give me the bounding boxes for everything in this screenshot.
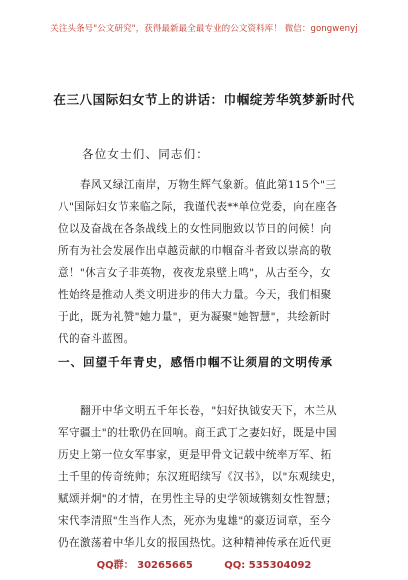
text-line: 土千里的传奇统帅；东汉班昭续写《汉书》，以"东观续史， — [58, 471, 343, 483]
header-banner: 关注头条号"公文研究"，获得最新最全最专业的公文资料库！ 微信：gongwenyj — [50, 24, 358, 34]
text-line: 性始终是推动人类文明进步的伟大力量。今天，我们相聚 — [58, 289, 332, 301]
text-line: 于此，既为礼赞"她力量"，更为凝聚"她智慧"，共绘新时 — [58, 311, 331, 323]
text-line: 宋代李清照"生当作人杰，死亦为鬼雄"的豪迈词章，至今 — [58, 515, 332, 527]
footer-qq-number: QQ: 535304092 — [224, 560, 312, 571]
text-line: 仍在激荡着中华儿女的报国热忱。这种精神传承在近代更 — [58, 537, 332, 549]
paragraph-history — [58, 400, 358, 554]
text-line: 历史上第一位女军事家，更是甲骨文记载中统率万军、拓 — [58, 449, 332, 461]
document-title: 在三八国际妇女节上的讲话：巾帼绽芳华筑梦新时代 — [53, 92, 355, 107]
text-line: 翻开中华文明五千年长卷，"妇好执钺安天下，木兰从 — [80, 405, 337, 417]
text-line: 所有为社会发展作出卓越贡献的巾帼奋斗者致以崇高的敬 — [58, 245, 332, 257]
paragraph-intro — [58, 174, 358, 350]
text-line: 春风又绿江南岸，万物生辉气象新。值此第115个"三 — [80, 179, 337, 191]
text-line: 赋颂并炯"的才情，在男性主导的史学领域镌刻女性智慧； — [58, 493, 337, 505]
text-line: 位以及奋战在各条战线上的女性同胞致以节日的问候！向 — [58, 223, 332, 235]
footer-qq-group: QQ群： 30265665 — [96, 560, 193, 571]
salutation: 各位女士们、同志们： — [82, 147, 209, 161]
text-line: 意！"休言女子非英物，夜夜龙泉壁上鸣"，从古至今，女 — [58, 267, 332, 279]
footer-contact — [0, 556, 408, 571]
text-line: 八"国际妇女节来临之际，我谨代表**单位党委，向在座各 — [58, 201, 338, 213]
section-heading: 一、回望千年青史，感悟巾帼不让须眉的文明传承 — [58, 355, 333, 369]
text-line: 军守疆土"的壮歌仍在回响。商王武丁之妻妇好，既是中国 — [58, 427, 337, 439]
text-line: 代的奋斗蓝图。 — [58, 333, 135, 345]
